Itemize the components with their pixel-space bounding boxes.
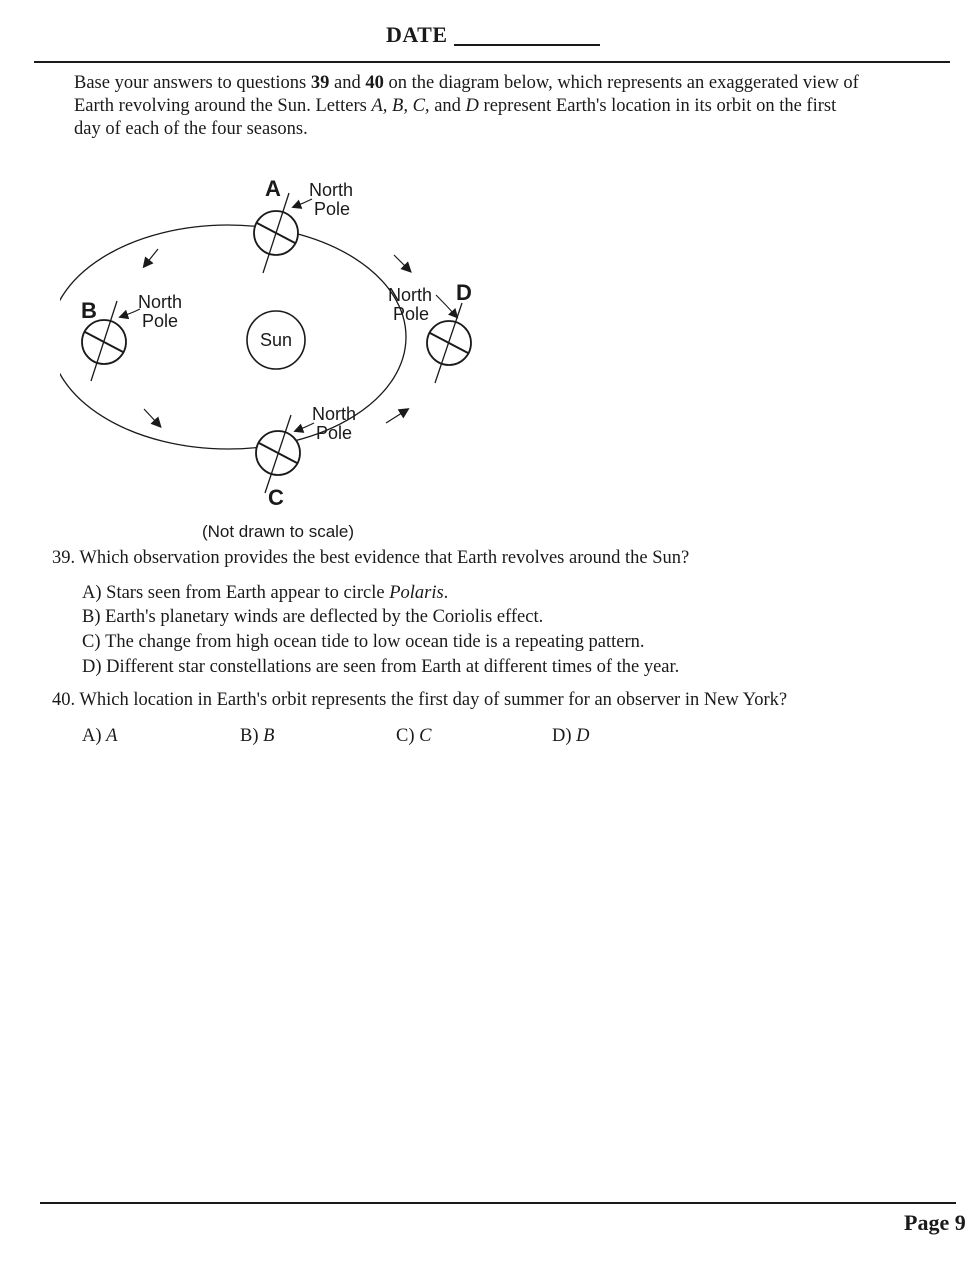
letter-d: D xyxy=(456,280,472,305)
q40-choice-b[interactable]: B) B xyxy=(240,726,275,746)
top-divider xyxy=(34,61,950,63)
question-text: Which observation provides the best evidence that Earth revolves around the Sun? xyxy=(79,548,690,568)
letter-c: C xyxy=(268,485,284,510)
pole-label-c: Pole xyxy=(316,423,353,443)
question-number: 39. xyxy=(52,548,76,568)
north-label-c: North xyxy=(312,404,357,424)
north-label-d: North xyxy=(388,285,433,305)
question-number: 40. xyxy=(52,690,76,710)
sun-label: Sun xyxy=(259,330,293,350)
orbit-arrow xyxy=(144,409,158,424)
question-39 xyxy=(52,547,689,570)
q40-choice-a[interactable]: A) A xyxy=(82,726,118,746)
pole-label-d: Pole xyxy=(393,304,430,324)
q39-choice-b[interactable]: B) Earth's planetary winds are deflected by the Coriolis effect. xyxy=(82,607,544,627)
question-text: Which location in Earth's orbit represents the first day of summer for an observer in New York? xyxy=(79,690,788,710)
q40-choice-d[interactable]: D) D xyxy=(552,726,590,746)
date-blank-line[interactable] xyxy=(454,44,600,46)
diagram-caption: (Not drawn to scale) xyxy=(201,522,355,541)
q39-choice-c[interactable]: C) The change from high ocean tide to low ocean tide is a repeating pattern. xyxy=(82,632,645,652)
letter-a: A xyxy=(265,176,281,201)
earth-position-d xyxy=(427,295,471,383)
q40-choice-c[interactable]: C) C xyxy=(396,726,432,746)
pole-label-b: Pole xyxy=(142,311,179,331)
q39-choice-d[interactable]: D) Different star constellations are seen from Earth at different times of the year. xyxy=(82,657,680,677)
page-number: Page 9 xyxy=(904,1210,966,1235)
intro-paragraph: Base your answers to questions 39 and 40 on the diagram below, which represents an exaggerated view of Earth revolving around the Sun. Letters A, B, C, and D represent Earth's location in its orbit on the first day of each of the four seasons. xyxy=(74,73,859,139)
pole-label-a: Pole xyxy=(314,199,351,219)
orbit-arrow xyxy=(146,249,158,264)
earth-position-c xyxy=(256,415,314,493)
q39-choice-a[interactable]: A) Stars seen from Earth appear to circle Polaris. xyxy=(82,583,449,603)
letter-b: B xyxy=(81,298,97,323)
orbit-diagram xyxy=(60,165,490,550)
earth-position-a xyxy=(254,193,312,273)
orbit-arrow xyxy=(386,411,405,423)
bottom-divider xyxy=(40,1202,956,1204)
north-label-a: North xyxy=(309,180,354,200)
date-label: DATE xyxy=(386,22,448,47)
question-40 xyxy=(52,689,787,712)
orbit-arrow xyxy=(394,255,408,269)
north-label-b: North xyxy=(138,292,183,312)
